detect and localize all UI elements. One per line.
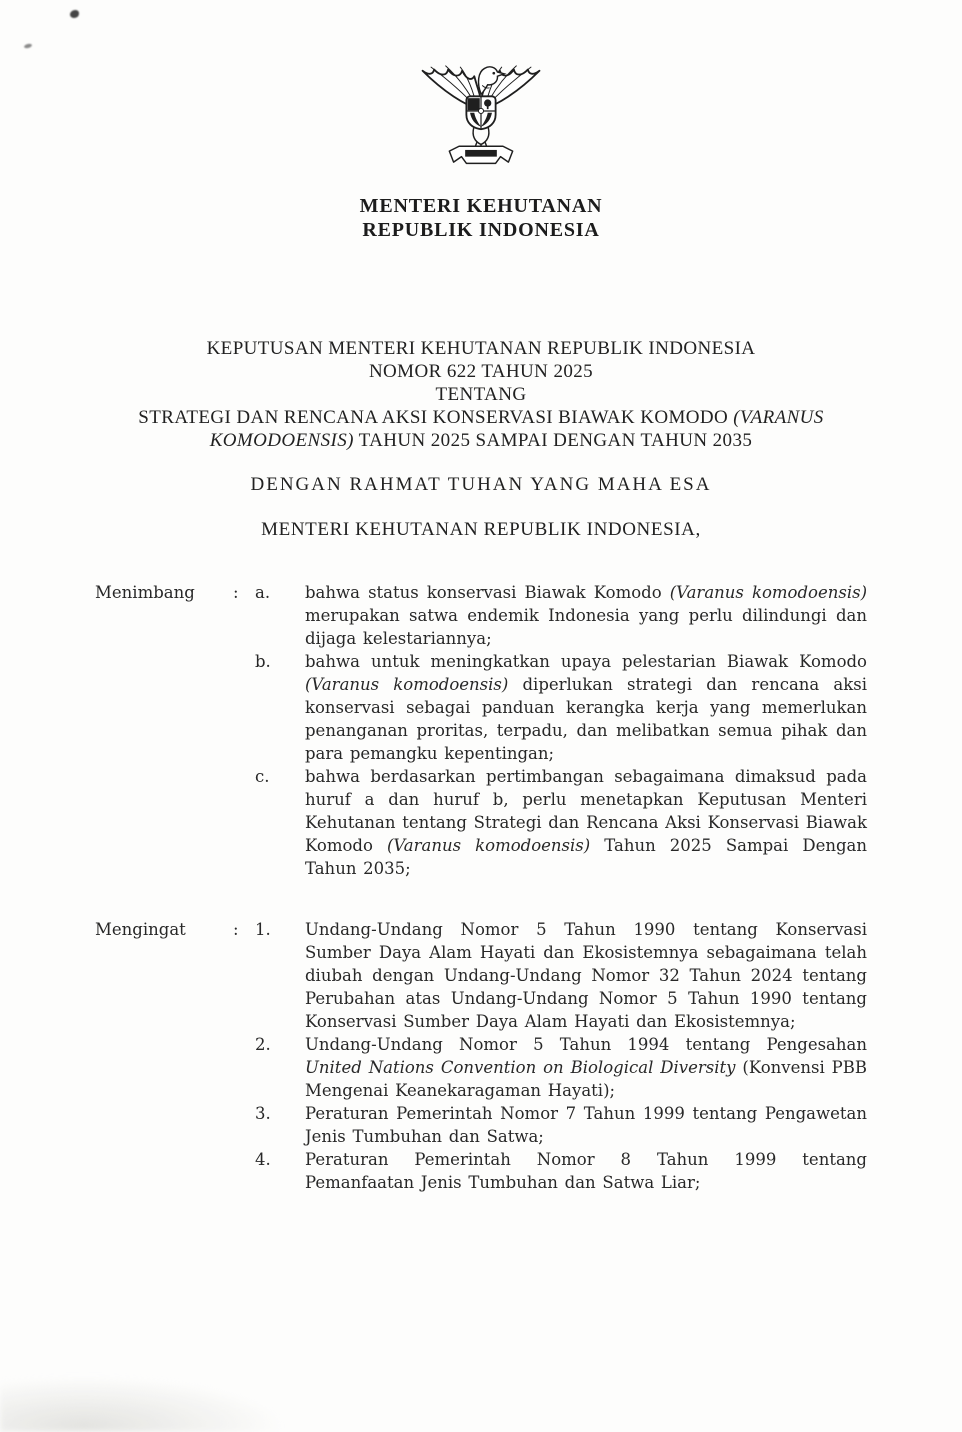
menimbang-item-c <box>95 765 867 880</box>
section-label: Menimbang <box>95 583 195 602</box>
item-marker: 1. <box>255 920 271 939</box>
section-label: Mengingat <box>95 920 186 939</box>
mengingat-section <box>95 918 867 1194</box>
gutter-spacer <box>233 765 255 880</box>
mengingat-item-1 <box>95 918 867 1033</box>
item-text: Peraturan Pemerintah Nomor 8 Tahun 1999 tentang Pemanfaatan Jenis Tumbuhan dan Satwa Liar; <box>305 1150 867 1192</box>
menimbang-item-a <box>95 581 867 650</box>
menimbang-section <box>95 581 867 880</box>
item-marker: a. <box>255 583 271 602</box>
section-colon: : <box>233 583 239 602</box>
motto-ribbon <box>449 146 512 163</box>
menimbang-item-b <box>95 650 867 765</box>
item-text: bahwa status konservasi Biawak Komodo (Varanus komodoensis) merupakan satwa endemik Indonesia yang perlu dilindungi dan dijaga kelestariannya; <box>305 583 868 648</box>
scan-speck <box>24 43 33 49</box>
shield-quadrant-dark <box>468 98 480 110</box>
item-text: bahwa berdasarkan pertimbangan sebagaimana dimaksud pada huruf a dan huruf b, perlu menetapkan Keputusan Menteri Kehutanan tentang Strategi dan Rencana Aksi Konservasi Biawak Komodo (Varanus komodoensis) Tahun 2025 Sampai Dengan Tahun 2035; <box>305 767 867 878</box>
item-text: Undang-Undang Nomor 5 Tahun 1994 tentang Pengesahan United Nations Convention on Biological Diversity (Konvensi PBB Mengenai Keanekaragaman Hayati); <box>305 1035 867 1100</box>
decree-title <box>96 337 866 452</box>
scan-smudge <box>0 1372 300 1432</box>
gutter-spacer <box>95 765 233 880</box>
pancasila-shield <box>466 96 495 129</box>
item-marker: b. <box>255 652 271 671</box>
letterhead <box>0 194 962 242</box>
gutter-spacer <box>233 650 255 765</box>
item-text: Undang-Undang Nomor 5 Tahun 1990 tentang Konservasi Sumber Daya Alam Hayati dan Ekosistemnya sebagaimana telah diubah dengan Undang-Undang Nomor 32 Tahun 2024 tentang Perubahan atas Undang-Undang Nomor 5 Tahun 1990 tentang Konservasi Sumber Daya Alam Hayati dan Ekosistemnya; <box>305 920 867 1031</box>
garuda-pancasila-emblem-graphic <box>414 50 548 178</box>
gutter-spacer <box>233 1102 255 1148</box>
issuer-line: MENTERI KEHUTANAN REPUBLIK INDONESIA, <box>261 519 701 540</box>
invocation-line: DENGAN RAHMAT TUHAN YANG MAHA ESA <box>250 474 712 495</box>
mengingat-item-3 <box>95 1102 867 1148</box>
mengingat-item-2 <box>95 1033 867 1102</box>
shield-center-star <box>478 108 483 113</box>
gutter-spacer <box>95 650 233 765</box>
garuda-pancasila-emblem <box>0 50 962 178</box>
gutter-spacer <box>95 1033 233 1102</box>
item-marker: 3. <box>255 1104 271 1123</box>
mengingat-item-4 <box>95 1148 867 1194</box>
gutter-spacer <box>233 1033 255 1102</box>
item-text: bahwa untuk meningkatkan upaya pelestarian Biawak Komodo (Varanus komodoensis) diperlukan strategi dan rencana aksi konservasi sebagai panduan kerangka kerja yang memerlukan penanganan proritas, terpadu, dan melibatkan semua pihak dan para pemangku kepentingan; <box>305 652 867 763</box>
item-marker: 4. <box>255 1150 271 1169</box>
section-colon: : <box>233 920 239 939</box>
scan-speck <box>70 10 79 18</box>
ministry-name: MENTERI KEHUTANAN <box>359 195 603 217</box>
decree-tentang: TENTANG <box>435 384 527 405</box>
decree-number: NOMOR 622 TAHUN 2025 <box>368 361 594 382</box>
gutter-spacer <box>233 1148 255 1194</box>
decree-subject: STRATEGI DAN RENCANA AKSI KONSERVASI BIAWAK KOMODO (VARANUS KOMODOENSIS) TAHUN 2025 SAMPAI DENGAN TAHUN 2035 <box>138 407 824 451</box>
item-text: Peraturan Pemerintah Nomor 7 Tahun 1999 tentang Pengawetan Jenis Tumbuhan dan Satwa; <box>305 1104 867 1146</box>
item-marker: c. <box>255 767 270 786</box>
gutter-spacer <box>95 1102 233 1148</box>
decree-title-line1: KEPUTUSAN MENTERI KEHUTANAN REPUBLIK INDONESIA <box>206 338 756 359</box>
ministry-country: REPUBLIK INDONESIA <box>362 219 600 241</box>
gutter-spacer <box>95 1148 233 1194</box>
item-marker: 2. <box>255 1035 271 1054</box>
